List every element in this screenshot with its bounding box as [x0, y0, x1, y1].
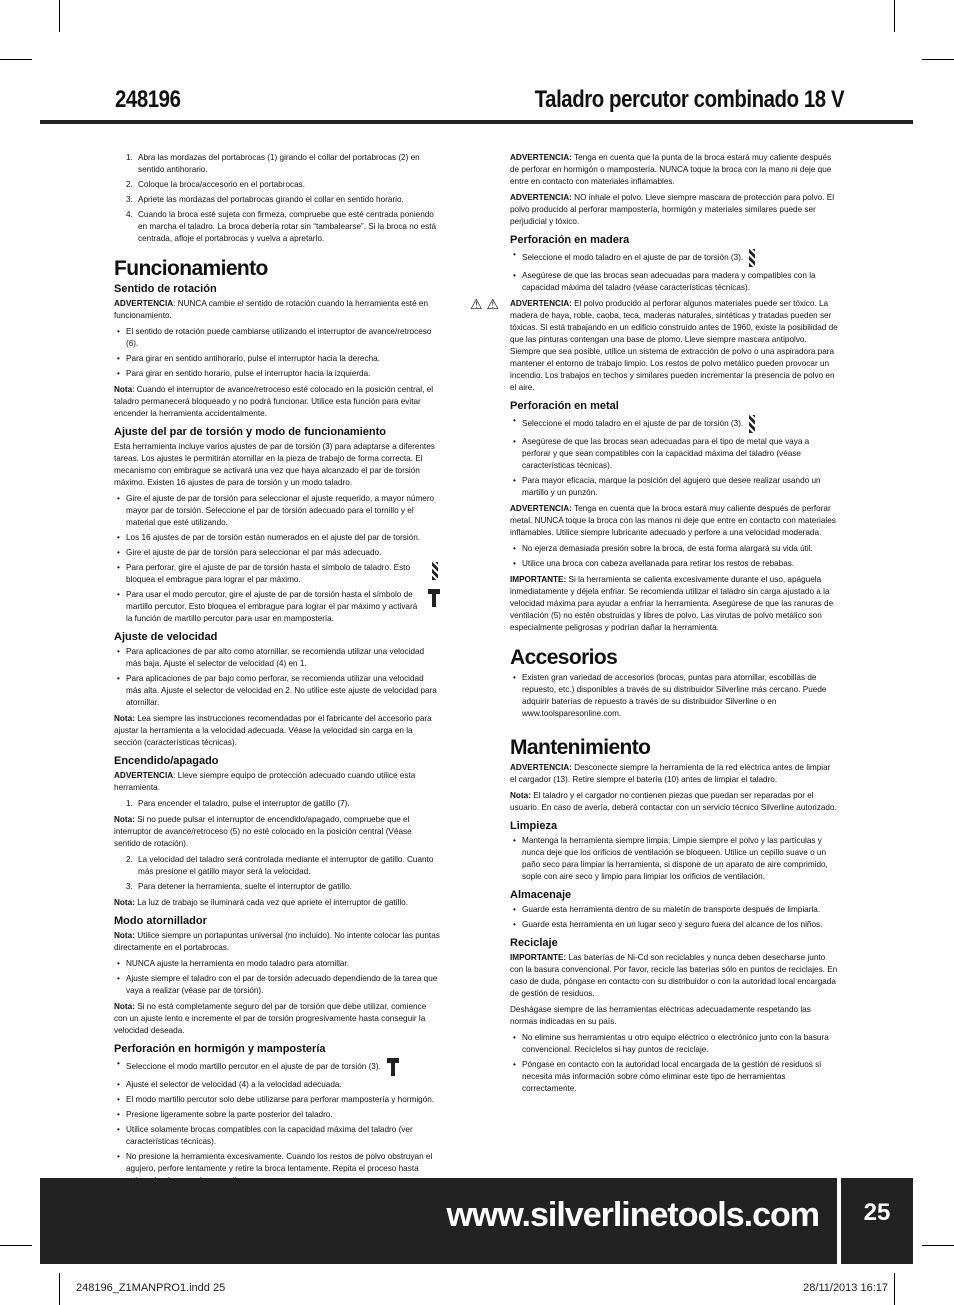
rec-important: IMPORTANTE: Las baterías de Ni-Cd son reciclables y nunca deben desecharse junto con la basura convencional. Por favor, recicle las baterías sólo en puntos de reciclajes. En caso de duda, póngase en contacto con su distribuidor o con la autoridad local encargada de gestión de residuos. [510, 953, 838, 998]
enc-note-1: Nota: Si no puede pulsar el interruptor de encendido/apagado, compruebe que el interruptor de avance/retroceso (5) no esté colocado en la posición central (Véase sentido de rotación). [114, 815, 412, 848]
drill-icon [749, 249, 755, 267]
sentido-warning: ADVERTENCIA: NUNCA cambie el sentido de rotación cuando la herramienta esté en funcionamiento. [114, 299, 429, 320]
madera-heading: Perforación en madera [510, 234, 630, 246]
list-item: • Póngase en contacto con la autoridad local encargada de la gestión de residuos si necesita más información sobre cómo eliminar este tipo de herramientas correctamente. [522, 1059, 838, 1095]
list-item: • Existen gran variedad de accesorios (brocas, puntas para atornillar, escobillas de repuesto, etc.) disponibles a través de su distribuidor Silverline más cercano. Puede adquirir baterías de repuesto a través de su distribuidor Silverline o en www.toolsparesonline.com. [522, 672, 838, 720]
list-item: • Mantenga la herramienta siempre limpia. Limpie siempre el polvo y las partículas y nunca deje que los orificios de ventilación se bloqueen. Utilice un cepillo suave o un paño seco para limpiar la herramienta, si dispone de un aparato de aire comprimido, sople con aire seco y limpio para limpiar los orificios de ventilación. [522, 835, 838, 883]
enc-heading: Encendido/apagado [114, 755, 219, 767]
list-item: • Los 16 ajustes de par de torsión están numerados en el ajuste del par de torsión. [126, 532, 440, 544]
list-item: • Para usar el modo percutor, gire el ajuste de par de torsión hasta el símbolo de martillo percutor. Esto bloquea el embrague para lograr el par máximo y activará la función de martillo percutor para usar en mampostería. [126, 589, 440, 625]
enc-warning: ADVERTENCIA: Lleve siempre equipo de protección adecuado cuando utilice esta herramienta. [114, 771, 416, 792]
step-3: 3. Para detener la herramienta, suelte el interruptor de gatillo. [126, 882, 352, 891]
step-2: 2. Coloque la broca/accesorio en el portabrocas. [126, 180, 306, 189]
step-3: 3. Apriete las mordazas del portabrocas girando el collar en sentido horario. [126, 195, 404, 204]
step-2: 2. La velocidad del taladro será controlada mediante el interruptor de gatillo. Cuanto más presione el gatillo mayor será la velocidad. [126, 855, 434, 876]
horm-heading: Perforación en hormigón y mampostería [114, 1043, 326, 1055]
metal-list [510, 415, 838, 499]
step-4: 4. Cuando la broca esté sujeta con firmeza, compruebe que esté centrada poniendo en marcha el taladro. La broca debería rotar sin “tambalearse”. Si la broca no está centrada, afloje el portabrocas y vuelva a apretarlo. [126, 210, 437, 243]
warning-triangle-icon: ⚠ ⚠ [470, 296, 499, 312]
list-item: • Para mayor eficacia, marque la posición del agujero que desee realizar usando un martillo y un punzón. [522, 475, 838, 499]
sentido-heading: Sentido de rotación [114, 283, 217, 295]
model-number: 248196 [115, 86, 181, 113]
warning-4: ADVERTENCIA: Tenga en cuenta que la broca estará muy caliente después de perforar metal. NUNCA toque la broca con las manos ni deje que entre en contacto con materiales inflamables. Utilice siempre lubricante adecuado y perfore a una velocidad moderada. [510, 504, 836, 537]
list-item: • Para aplicaciones de par bajo como perforar, se recomienda utilizar una velocidad más alta. Ajuste el selector de velocidad en 2. No utilice este ajuste de velocidad para atornillar. [126, 673, 440, 709]
list-item: • No presione la herramienta excesivamente. Cuando los restos de polvo obstruyan el agujero, perfore lentamente y retire la broca lentamente. Repita el proceso hasta [126, 1151, 440, 1187]
list-item: • NUNCA ajuste la herramienta en modo taladro para atornillar. [126, 958, 440, 970]
section-mantenimiento: Mantenimiento [510, 736, 651, 759]
page-number: 25 [841, 1178, 913, 1264]
list-item: • Para girar en sentido antihorario, pulse el interruptor hacia la derecha. [126, 353, 440, 365]
warning-1: ADVERTENCIA: Tenga en cuenta que la punta de la broca estará muy caliente después de perforar en hormigón o mampostería. NUNCA toque la broca con la mano ni deje que entre en contacto con materiales inflamables. [510, 153, 832, 186]
rec-list [510, 1032, 838, 1095]
date-slug: 28/11/2013 16:17 [803, 1282, 888, 1294]
list-item: • Seleccione el modo taladro en el ajuste de par de torsión (3). [522, 415, 838, 433]
list-item: • Gire el ajuste de par de torsión para seleccionar el ajuste requerido, a mayor número mayor par de torsión. Seleccione el par de torsión adecuado para el tornillo y el material que esté utilizando. [126, 493, 440, 529]
header-rule [40, 120, 913, 124]
warning-3: ADVERTENCIA: El polvo producido al perforar algunos materiales puede ser tóxico. La madera de haya, roble, caoba, teca, maderas naturales, sintéticas y tratadas pueden ser tóxicas. Si está trabajando en un edificio construido antes de 1960, existe la posibilidad de que las pinturas contengan una base de plomo. Lleve siempre mascara antipolvo. Siempre que sea posible, utilice un sistema de extracción de polvo o una aspiradora para mantener el entorno de trabajo limpio. Los restos de polvo metálico pueden provocar un incendio. Los trabajos en techos y similares pueden incrementar la presencia de polvo en el aire. [510, 299, 838, 392]
enc-note-2: Nota: La luz de trabajo se iluminará cada vez que apriete el interruptor de gatillo. [114, 898, 408, 907]
list-item: • Gire el ajuste de par de torsión para seleccionar el par más adecuado. [126, 547, 440, 559]
atorn-note-2: Nota: Si no está completamente seguro del par de torsión que debe utilizar, comience con un ajuste lento e incremente el par de torsión progresivamente hasta conseguir la velocidad deseada. [114, 1002, 427, 1035]
list-item: • Para aplicaciones de par alto como atornillar, se recomienda utilizar una velocidad más baja. Ajuste el selector de velocidad (4) en 1. [126, 646, 440, 670]
list-item: • Para perforar, gire el ajuste de par de torsión hasta el símbolo de taladro. Esto bloquea el embrague para lograr el par máximo. [126, 562, 440, 586]
step-1: 1. Para encender el taladro, pulse el interruptor de gatillo (7). [126, 799, 350, 808]
metal-list-2 [510, 543, 838, 570]
list-item: • Seleccione el modo martillo percutor en el ajuste de par de torsión (3). [126, 1058, 440, 1076]
vel-heading: Ajuste de velocidad [114, 631, 218, 643]
list-item: • Guarde esta herramienta dentro de su maletín de transporte después de limpiarla. [522, 904, 838, 916]
drill-icon [432, 562, 438, 580]
atorn-note: Nota: Utilice siempre un portapuntas universal (no incluido). No intente colocar las puntas directamente en el portabrocas. [114, 931, 440, 952]
section-accesorios: Accesorios [510, 646, 618, 669]
drill-icon [749, 415, 755, 433]
atorn-list [114, 958, 440, 997]
par-list [114, 493, 440, 625]
limp-heading: Limpieza [510, 820, 558, 832]
rec-text: Deshágase siempre de las herramientas eléctricas adecuadamente respetando las normas indicadas en su país. [510, 1005, 811, 1026]
rec-heading: Reciclaje [510, 937, 558, 949]
list-item: • Presione ligeramente sobre la parte posterior del taladro. [126, 1109, 440, 1121]
m-warning: ADVERTENCIA: Desconecte siempre la herramienta de la red eléctrica antes de limpiar el cargador (13). Retire siempre el batería (10) antes de limpiar el taladro. [510, 763, 831, 784]
list-item: • No ejerza demasiada presión sobre la broca, de esta forma alargará su vida útil. [522, 543, 838, 555]
atorn-heading: Modo atornillador [114, 915, 207, 927]
steps-list [114, 152, 440, 245]
list-item: • Utilice una broca con cabeza avellanada para retirar los restos de rebabas. [522, 558, 838, 570]
step-1: 1. Abra las mordazas del portabrocas (1) girando el collar del portabrocas (2) en sentido antihorario. [126, 153, 420, 174]
list-item: • Guarde esta herramienta en un lugar seco y seguro fuera del alcance de los niños. [522, 919, 838, 931]
alm-list [510, 904, 838, 931]
sentido-note: Nota: Cuando el interruptor de avance/retroceso esté colocado en la posición central, el taladro permanecerá bloqueado y no podrá funcionar. Utilice esta función para evitar encender la herramienta accidentalmente. [114, 385, 434, 418]
sentido-list [114, 326, 440, 380]
list-item: • Asegúrese de que las brocas sean adecuadas para madera y compatibles con la capacidad máxima del taladro (véase características técnicas). [522, 270, 838, 294]
section-funcionamiento: Funcionamiento [114, 257, 268, 280]
page-title: Taladro percutor combinado 18 V [534, 86, 844, 113]
par-heading: Ajuste del par de torsión y modo de funcionamiento [114, 426, 386, 438]
website-link[interactable]: www.silverlinetools.com [446, 1196, 819, 1234]
important-note: IMPORTANTE: Si la herramienta se calienta excesivamente durante el uso, apáguela inmediatamente y déjela enfriar. Se recomienda utilizar el taladro sin carga ajustado a la velocidad máxima para ayudar a enfriar la herramienta. Asegúrese de que las ranuras de ventilación (5) no estén obstruidas y libres de polvo. Las virutas de polvo metálico son especialmente peligrosas y podrían dañar la herramienta. [510, 575, 834, 632]
par-intro: Esta herramienta incluye varios ajustes de par de torsión (3) para adaptarse a diferentes tareas. Los ajustes le permitirán atornillar en la pieza de trabajo de forma correcta. El mecanismo con embrague se activará una vez que haya alcanzado el par de torsión máximo. Existen 16 ajustes de para de torsión y un modo taladro. [114, 442, 435, 487]
limp-list [510, 835, 838, 883]
vel-list [114, 646, 440, 709]
list-item: • Asegúrese de que las brocas sean adecuadas para el tipo de metal que vaya a perforar y que sean compatibles con la capacidad máxima del taladro (véase características técnicas). [522, 436, 838, 472]
list-item: • Ajuste el selector de velocidad (4) a la velocidad adecuada. [126, 1079, 440, 1091]
warning-2: ADVERTENCIA: NO inhale el polvo. Lleve siempre mascara de protección para polvo. El polvo producido al perforar mampostería, hormigón y materiales similares puede ser perjudicial y tóxico. [510, 193, 835, 226]
m-note: Nota: El taladro y el cargador no contienen piezas que puedan ser reparadas por el usuario. En caso de avería, deberá contactar con un servicio técnico Silverline autorizado. [510, 791, 837, 812]
acc-list [510, 672, 838, 720]
file-slug: 248196_Z1MANPRO1.indd 25 [76, 1282, 226, 1294]
list-item: • El sentido de rotación puede cambiarse utilizando el interruptor de avance/retroceso (6). [126, 326, 440, 350]
list-item: • Ajuste siempre el taladro con el par de torsión adecuado dependiendo de la tarea que vaya a realizar (véase par de torsión). [126, 973, 440, 997]
right-column [470, 152, 838, 1099]
metal-heading: Perforación en metal [510, 400, 619, 412]
warning-3-block [470, 296, 838, 394]
left-column [114, 152, 440, 1191]
list-item: • Seleccione el modo taladro en el ajuste de par de torsión (3). [522, 249, 838, 267]
alm-heading: Almacenaje [510, 889, 572, 901]
enc-step-list-2 [114, 854, 440, 893]
list-item: • No elimine sus herramientas u otro equipo eléctrico o electrónico junto con la basura convencional. Recíclelos si hay puntos de reciclaje. [522, 1032, 838, 1056]
list-item: • Para girar en sentido horario, pulse el interruptor hacia la izquierda. [126, 368, 440, 380]
hammer-icon [428, 589, 440, 607]
footer-bar [40, 1178, 837, 1264]
horm-list [114, 1058, 440, 1187]
list-item: • El modo martillo percutor solo debe utilizarse para perforar mampostería y hormigón. [126, 1094, 440, 1106]
enc-step-list [114, 798, 440, 810]
list-item: • Utilice solamente brocas compatibles con la capacidad máxima del taladro (ver características técnicas). [126, 1124, 440, 1148]
vel-note: Nota: Lea siempre las instrucciones recomendadas por el fabricante del accesorio para ajustar la herramienta a la velocidad adecuada. Véase la velocidad sin carga en la sección (características técnicas). [114, 714, 432, 747]
hammer-icon [387, 1058, 399, 1076]
madera-list [510, 249, 838, 294]
